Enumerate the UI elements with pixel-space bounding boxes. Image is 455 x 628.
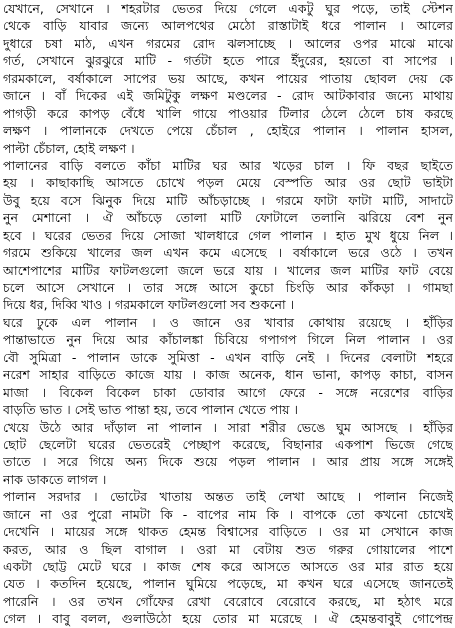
text-line: দিয়ে ধর, দিব্বি খাও । গরমকালে ফাটলগুলো সব শুকনো ।: [3, 297, 295, 313]
text-line: গর্ত, সেখানে ঝুরঝুরে মাটি - গর্তটা হতে পারে ইঁদুরের, হয়তো বা সাপের ।: [3, 53, 453, 69]
text-line: ছোট ছেলেটা ঘরের ভেতরেই পেচ্ছাপ করেছে, বিছানার একপাশ ভিজে গেছে: [3, 436, 453, 452]
text-line: যেখানে, সেখানে । শহরটার ভেতর দিয়ে গেলে একটু ঘুর পড়ে, তাই স্টেশন: [3, 1, 453, 16]
text-line: বাড়তি ভাত । সেই ভাত পান্তা হয়, তবে পালান খেতে পায় ।: [3, 402, 299, 418]
text-line: নাক ডাকতে লাগল ।: [3, 471, 107, 487]
text-line: যেত । কতদিন হয়েছে, পালান ঘুমিয়ে পড়েছে, মা কখন ঘরে এসেছে জানতেই: [3, 576, 453, 592]
text-line: উবু হয়ে বসে ঝিনুক দিয়ে মাটি আঁচড়াচ্ছে । গরমে ফাটা ফাটা মাটি, সাদাটে: [3, 192, 453, 208]
text-line: বৌ সুমিত্রা - পালান ডাকে সুমিত্তা - এখন বাড়ি নেই । দিনের বেলাটা শহরে: [3, 349, 453, 365]
document-page: [3, 0, 453, 628]
text-line: আশেপাশের মাটির ফাটলগুলো জলে ভরে যায় । খালের জল মাটির ফাট বেয়ে: [3, 262, 453, 278]
text-line: নরেশ সাহার বাড়িতে কাজে যায় । কাজ অনেক, ধান ভানা, কাপড় কাচা, বাসন: [3, 367, 453, 383]
text-line: থেকে বাড়ি যাবার জন্যে আলপথের মেঠো রাস্তাটাই ধরে পালান । আলের: [3, 18, 453, 34]
text-line: তাতে । সরে গিয়ে অন্য দিকে শুয়ে পড়ল পালান । আর প্রায় সঙ্গে সঙ্গেই: [3, 454, 453, 470]
text-line: নুন মেশানো । ঐ আঁচড়ে তোলা মাটি ফোটালে তলানি ঝরিয়ে বেশ নুন: [3, 210, 453, 226]
text-line: পারেনি । ওর তখন গোঁফের রেখা বেরোবে বেরোবে করছে, মা হঠাৎ মরে: [3, 593, 453, 609]
text-line: লক্ষণ । পালানকে দেখতে পেয়ে চেঁচাল , হোইরে পালান । পালান হাসল,: [3, 123, 453, 139]
text-line: পান্তাভাতে নুন দিয়ে আর কাঁচালঙ্কা চিবিয়ে গপাগপ গিলে নিল পালান । ওর: [3, 332, 453, 348]
text-line: পালানের বাড়ি বলতে কাঁচা মাটির ঘর আর খড়ের চাল । ফি বছর ছাইতে: [3, 157, 453, 173]
text-line: একটা ছোট্ট মেটে ঘরে । কাজ শেষ করে আসতে আসতে ওর মার রাত হয়ে: [3, 559, 453, 574]
text-line: ঘরে ঢুকে এল পালান । ও জানে ওর খাবার কোথায় রয়েছে । হাঁড়ির: [3, 314, 453, 330]
text-line: চলে আসে সেখানে । তার সঙ্গে আসে কুচো চিংড়ি আর কাঁকড়া । গামছা: [3, 280, 453, 295]
text-line: মাজা । বিকেল বিকেল চাকা ডোবার আগে ফেরে - সঙ্গে নরেশের বাড়ির: [3, 384, 453, 400]
text-line: দেখেনি । মায়ের সঙ্গে থাকত হেমন্ত বিশ্বাসের বাড়িতে । ওর মা সেখানে কাজ: [3, 524, 453, 540]
text-line: পাগড়ী করে কাপড় বেঁধে খালি গায়ে পাওয়ার টিলার ঠেলে ঠেলে চাষ করছে: [3, 105, 453, 121]
text-line: গরমে শুকিয়ে খালের জল এখন কমে এসেছে । বর্ষাকালে ভরে ওঠে । তখন: [3, 245, 453, 261]
text-line: জানে । বাঁ দিকের এই জমিটুকু লক্ষণ মণ্ডলের - রোদ আটকাবার জন্যে মাথায়: [3, 88, 453, 104]
text-line: হবে । ঘরের ভেতর দিয়ে সোজা খালধারে গেল পালান । হাত মুখ ধুয়ে নিল ।: [3, 227, 453, 243]
text-line: জানে না ওর পুরো নামটা কি - বাপের নাম কি । বাপকে তো কখনো চোখেই: [3, 506, 453, 522]
text-line: পাল্টা চেঁচাল, হোই লক্ষণ ।: [3, 140, 135, 156]
text-line: পালান সরদার । ভোটের খাতায় অন্তত তাই লেখা আছে । পালান নিজেই: [3, 489, 453, 505]
text-line: হয় । কাছাকাছি আসতে চোখে পড়ল মেয়ে বেস্পতি আর ওর ছোট ভাইটা: [3, 175, 453, 191]
text-line: করত, আর ও ছিল বাগাল । ওরা মা বেটায় শুত গরুর গোয়ালের পাশে: [3, 541, 453, 557]
text-line: খেয়ে উঠে আর দাঁড়াল না পালান । সারা শরীর ভেঙে ঘুম আসছে । হাঁড়ির: [3, 419, 453, 435]
text-line: গেল । বাবু বলল, গুলাউঠো হয়ে তোর মা মরেছে । ঐ হেমন্তবাবুই গোপেন্দ্র: [3, 611, 453, 627]
text-line: দুধারে চষা মাঠ, এখন গরমের রোদ ঝলসাচ্ছে । আলের ওপর মাঝে মাঝে: [3, 35, 453, 51]
text-line: গরমকালে, বর্ষাকালে সাপের ভয় আছে, কখন পায়ের পাতায় ছোবল দেয় কে: [3, 70, 453, 86]
